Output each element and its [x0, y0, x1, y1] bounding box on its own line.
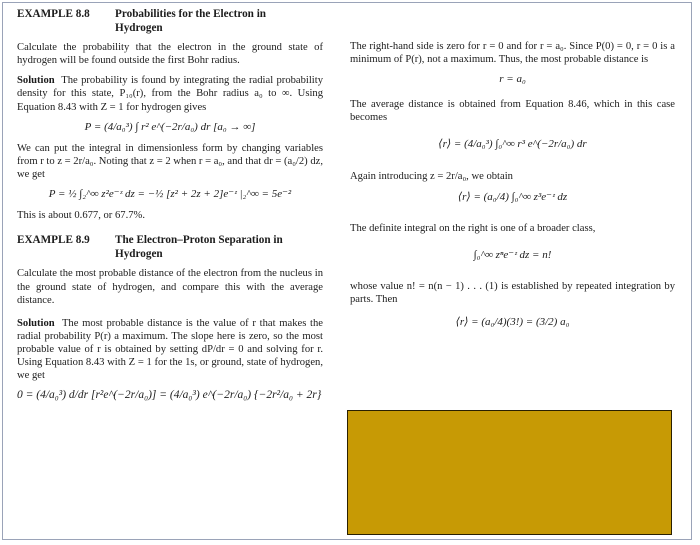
problem-statement: Calculate the probability that the electron in the ground state of hydrogen will be found outside the first Bohr radius. — [17, 42, 323, 67]
example-label: EXAMPLE 8.8 — [17, 8, 90, 20]
equation: P = ½ ∫₂^∞ z²e⁻ᶻ dz = −½ [z² + 2z + 2]e⁻ᶻ |₂^∞ = 5e⁻² — [48, 188, 292, 201]
paragraph: whose value n! = n(n − 1) . . . (1) is established by repeated integration by parts. Then — [350, 280, 675, 306]
result-text: This is about 0.677, or 67.7%. — [17, 210, 145, 222]
example-8-9-heading — [17, 234, 323, 261]
equation: ⟨r⟩ = (a₀/4) ∫₀^∞ z³e⁻ᶻ dz — [457, 190, 568, 203]
solution-text: The most probable distance is the value of r that makes the radial probability P(r) a maximum. The slope here is zero, so the most probable value of r is obtained by setting dP/dr = 0 and solving for r. Using Equation 8.43 with Z = 1 for the 1s, or ground, state of hydrogen, we get — [17, 317, 323, 382]
color-overlay-box — [347, 410, 672, 535]
paragraph: We can put the integral in dimensionless form by changing variables from r to z = 2r/a₀. Noting that z = 2 when r = a₀, and that dr = (a₀/2) dz, we get — [17, 142, 323, 180]
paragraph: The average distance is obtained from Equation 8.46, which in this case becomes — [350, 99, 675, 124]
solution-label: Solution — [17, 75, 55, 87]
left-column — [17, 8, 323, 410]
example-title: Probabilities for the Electron in Hydrogen — [115, 8, 267, 34]
equation: r = a₀ — [499, 73, 526, 86]
paragraph: The definite integral on the right is one of a broader class, — [350, 222, 596, 234]
example-8-8-heading — [17, 8, 323, 35]
problem-statement: Calculate the most probable distance of the electron from the nucleus in the ground state of hydrogen, and compare this with the average distance. — [17, 268, 323, 306]
solution-text: The probability is found by integrating the radial probability density for this state, P₁₀(r), from the Bohr radius a₀ to ∞. Using Equation 8.43 with Z = 1 for hydrogen gives — [17, 75, 323, 113]
example-label: EXAMPLE 8.9 — [17, 234, 90, 247]
equation: 0 = (4/a₀³) d/dr [r²e^(−2r/a₀)] = (4/a₀³) e^(−2r/a₀) {−2r²/a₀ + 2r} — [17, 389, 322, 402]
equation: ∫₀^∞ zⁿe⁻ᶻ dz = n! — [473, 248, 552, 261]
solution-paragraph — [17, 74, 323, 113]
solution-label: Solution — [17, 317, 55, 329]
example-title: The Electron–Proton Separation in Hydrogen — [115, 234, 283, 260]
solution-paragraph — [17, 317, 323, 382]
paragraph: Again introducing z = 2r/a₀, we obtain — [350, 170, 513, 182]
paragraph: The right-hand side is zero for r = 0 and for r = a₀. Since P(0) = 0, r = 0 is a minimum of P(r), not a maximum. Thus, the most probable distance is — [350, 41, 675, 66]
equation: ⟨r⟩ = (4/a₀³) ∫₀^∞ r³ e^(−2r/a₀) dr — [438, 138, 587, 151]
right-column — [350, 40, 675, 329]
equation: ⟨r⟩ = (a₀/4)(3!) = (3/2) a₀ — [455, 316, 570, 329]
equation: P = (4/a₀³) ∫ r² e^(−2r/a₀) dr [a₀ → ∞] — [84, 120, 256, 133]
